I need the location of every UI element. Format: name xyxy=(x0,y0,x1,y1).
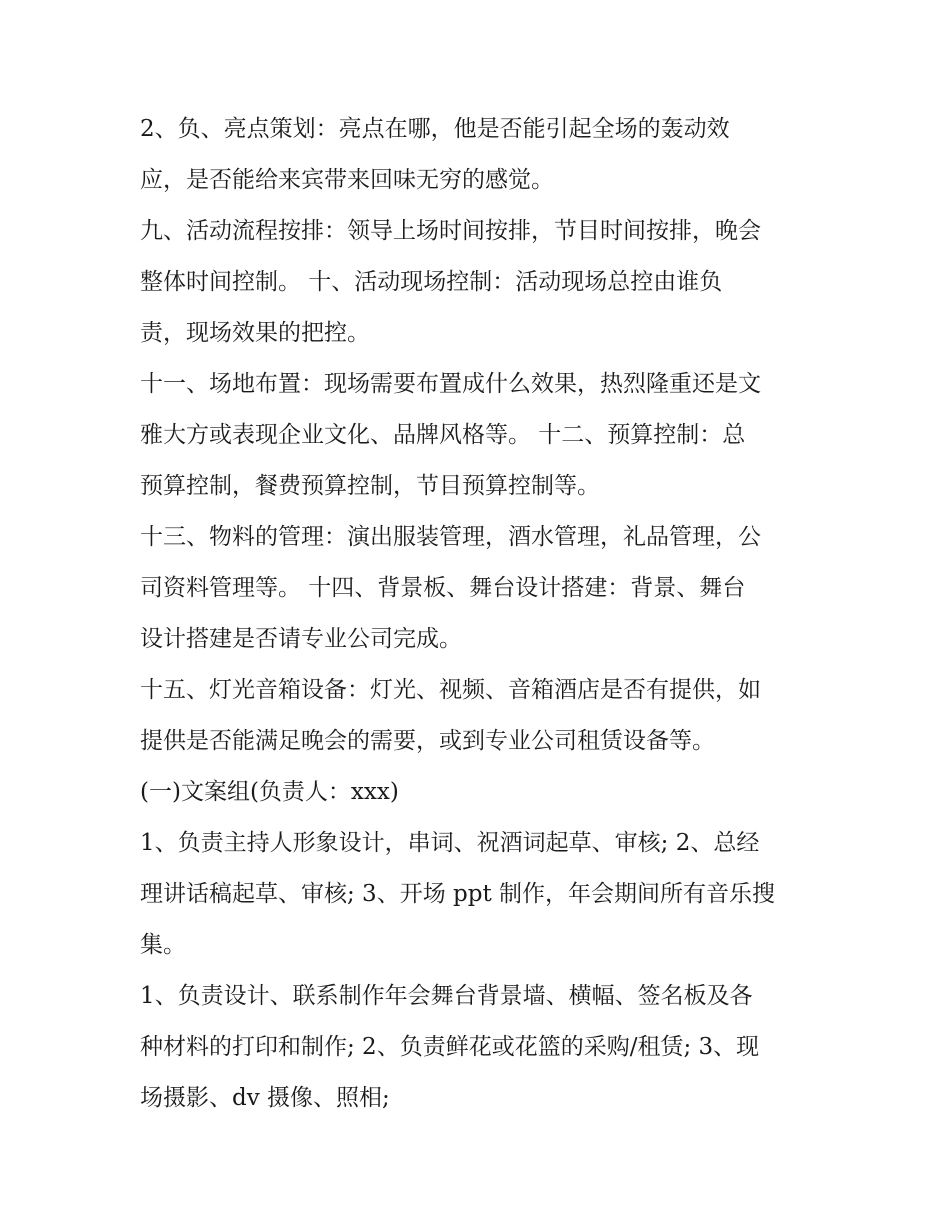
paragraph-design-production-duties xyxy=(140,971,820,1124)
text-line: 1、负责设计、联系制作年会舞台背景墙、横幅、签名板及各 xyxy=(140,983,753,1009)
paragraph-materials xyxy=(140,512,820,665)
text-line: 责，现场效果的把控。 xyxy=(140,320,370,346)
text-line: 2、负、亮点策划：亮点在哪，他是否能引起全场的轰动效 xyxy=(140,116,730,142)
paragraph-copywriting-duties xyxy=(140,818,820,971)
text-line: 十五、灯光音箱设备：灯光、视频、音箱酒店是否有提供，如 xyxy=(140,677,761,703)
text-line: 应，是否能给来宾带来回味无穷的感觉。 xyxy=(140,167,554,193)
text-line: 提供是否能满足晚会的需要，或到专业公司租赁设备等。 xyxy=(140,728,715,754)
paragraph-lighting-audio xyxy=(140,665,820,767)
document-body xyxy=(140,104,820,1124)
text-line: 整体时间控制。 十、活动现场控制：活动现场总控由谁负 xyxy=(140,269,723,295)
text-line: 九、活动流程按排：领导上场时间按排，节目时间按排，晚会 xyxy=(140,218,761,244)
text-line: 设计搭建是否请专业公司完成。 xyxy=(140,626,462,652)
text-line: 理讲话稿起草、审核; 3、开场 ppt 制作，年会期间所有音乐搜 xyxy=(140,881,776,907)
paragraph-activity-flow xyxy=(140,206,820,359)
text-line: 预算控制，餐费预算控制，节目预算控制等。 xyxy=(140,473,600,499)
paragraph-venue-layout xyxy=(140,359,820,512)
section-heading-copywriting-team xyxy=(140,767,820,818)
text-line: 十三、物料的管理：演出服装管理，酒水管理，礼品管理，公 xyxy=(140,524,761,550)
text-line: 场摄影、dv 摄像、照相; xyxy=(140,1085,390,1111)
text-line: 1、负责主持人形象设计，串词、祝酒词起草、审核; 2、总经 xyxy=(140,830,760,856)
text-line: 司资料管理等。 十四、背景板、舞台设计搭建：背景、舞台 xyxy=(140,575,746,601)
text-line: 雅大方或表现企业文化、品牌风格等。 十二、预算控制：总 xyxy=(140,422,746,448)
paragraph-highlight-planning xyxy=(140,104,820,206)
text-line: (一)文案组(负责人：xxx) xyxy=(140,779,399,805)
text-line: 十一、场地布置：现场需要布置成什么效果，热烈隆重还是文 xyxy=(140,371,761,397)
text-line: 集。 xyxy=(140,932,186,958)
text-line: 种材料的打印和制作; 2、负责鲜花或花篮的采购/租赁; 3、现 xyxy=(140,1034,760,1060)
